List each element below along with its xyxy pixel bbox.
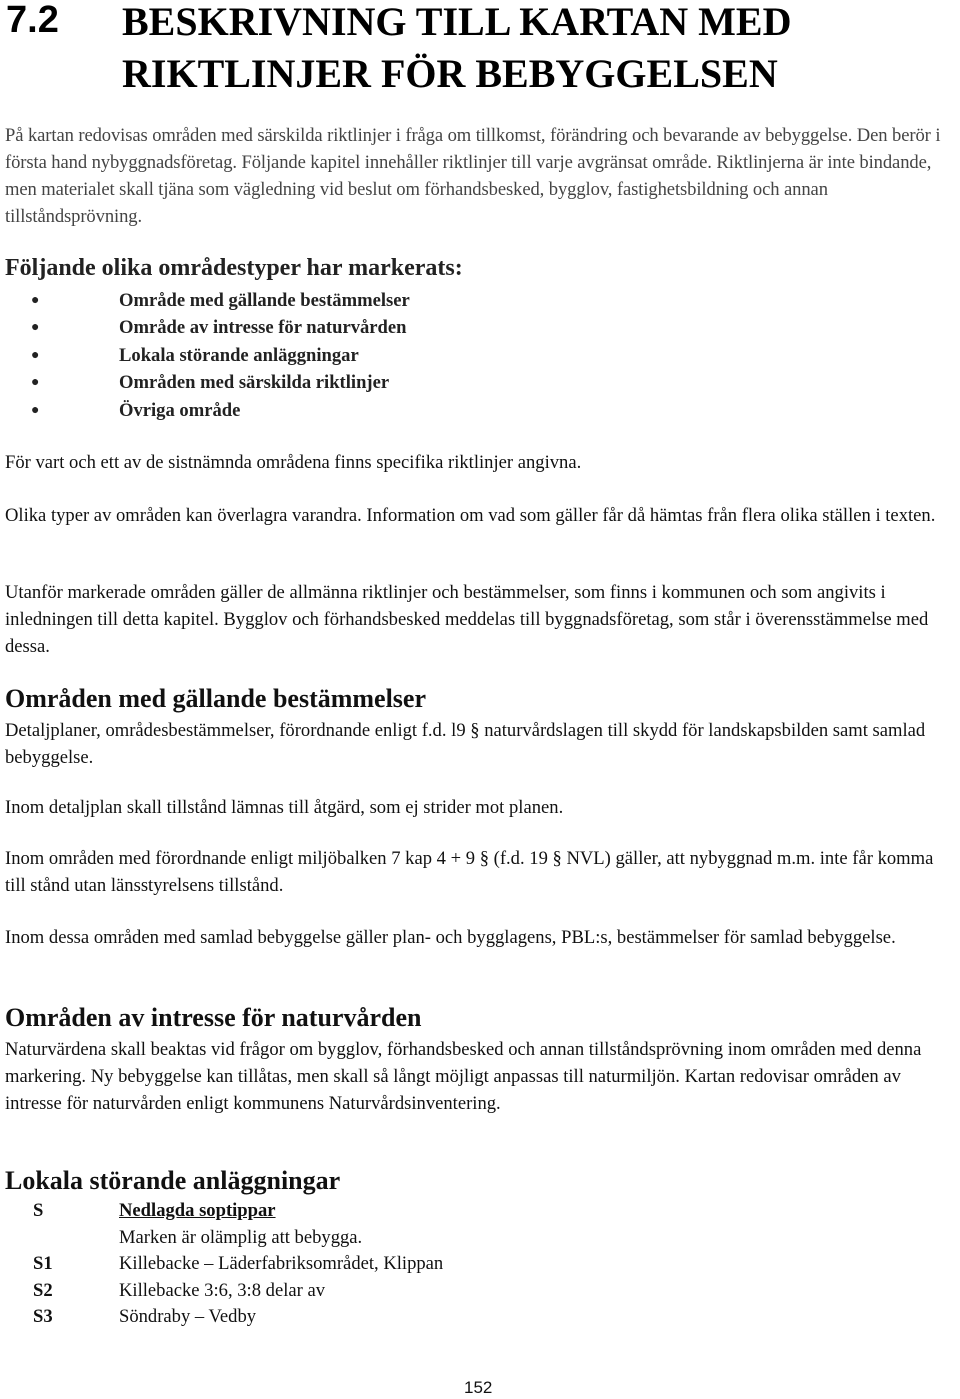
facility-description: Killebacke 3:6, 3:8 delar av: [119, 1279, 326, 1301]
chapter-title: BESKRIVNING TILL KARTAN MED RIKTLINJER FÖR BEBYGGELSEN: [122, 0, 792, 96]
facility-code: [33, 1225, 119, 1252]
list-item: ● Lokala störande anläggningar: [31, 344, 359, 366]
paragraph-specific-guidelines: För vart och ett av de sistnämnda områdena finns specifika riktlinjer angivna.: [5, 452, 582, 473]
facility-description: Marken är olämplig att bebygga.: [119, 1226, 363, 1248]
intro-paragraph: På kartan redovisas områden med särskilda riktlinjer i fråga om tillkomst, förändring och bevarande av bebyggelse. Den berör i första hand nybyggnadsföretag. Följande kapitel innehåller riktlinjer till varje avgränsat område. Riktlinjerna är inte bindande, men materialet skall tjäna som vägledning vid beslut om förhandsbesked, bygglov, fastighetsbildning och annan tillståndsprövning.: [5, 125, 941, 227]
bullet-icon: ●: [31, 347, 40, 363]
area-types-heading: Följande olika områdestyper har markerats:: [5, 255, 463, 281]
section-heading-regulations: Områden med gällande bestämmelser: [5, 684, 427, 713]
table-row: [33, 1225, 919, 1252]
section-heading-disturbing-facilities: Lokala störande anläggningar: [5, 1166, 341, 1195]
intro-section: [5, 122, 955, 230]
paragraph-outside-areas: Utanför markerade områden gäller de allmänna riktlinjer och bestämmelser, som finns i kommunen och som angivits i inledningen till detta kapitel. Bygglov och förhandsbesked meddelas till byggnadsföretag, som står i överensstämmelse med dessa.: [5, 582, 929, 657]
list-item: ● Område med gällande bestämmelser: [31, 289, 410, 311]
paragraph-environmental-code: Inom områden med förordnande enligt miljöbalken 7 kap 4 + 9 § (f.d. 19 § NVL) gäller, att nybyggnad m.m. inte får komma till stånd utan länsstyrelsens tillstånd.: [5, 848, 934, 896]
paragraph-pbl: Inom dessa områden med samlad bebyggelse gäller plan- och bygglagens, PBL:s, bestämmelser för samlad bebyggelse.: [5, 927, 896, 948]
list-item: ● Område av intresse för naturvården: [31, 317, 407, 339]
table-row: [33, 1251, 919, 1278]
chapter-header: [6, 0, 942, 100]
bullet-icon: ●: [31, 320, 40, 336]
paragraph-detail-plans: Detaljplaner, områdesbestämmelser, förordnande enligt f.d. l9 § naturvårdslagen till skydd för landskapsbilden samt samlad bebyggelse.: [5, 720, 926, 768]
section-heading-nature: Områden av intresse för naturvården: [5, 1003, 422, 1032]
facility-description: Nedlagda soptippar: [119, 1200, 276, 1221]
facility-code: S: [33, 1200, 44, 1221]
chapter-number: 7.2: [6, 0, 59, 41]
bullet-icon: ●: [31, 292, 40, 308]
list-item: ● Övriga område: [31, 399, 241, 421]
table-row: [33, 1198, 919, 1225]
list-item: ● Områden med särskilda riktlinjer: [31, 372, 390, 394]
bullet-icon: ●: [31, 402, 40, 418]
paragraph-detail-plan-permit: Inom detaljplan skall tillstånd lämnas till åtgärd, som ej strider mot planen.: [5, 797, 564, 818]
area-types-list: [5, 287, 410, 425]
facility-code: S3: [33, 1306, 53, 1327]
table-row: [33, 1304, 919, 1331]
paragraph-overlap: Olika typer av områden kan överlagra varandra. Information om vad som gäller får då hämtas från flera olika ställen i texten.: [5, 505, 936, 526]
facility-description: Killebacke – Läderfabriksområdet, Klippan: [119, 1253, 444, 1274]
bullet-icon: ●: [31, 375, 40, 391]
page-number: 152: [464, 1378, 493, 1397]
facility-code: S2: [33, 1279, 53, 1301]
paragraph-nature-values: Naturvärdena skall beaktas vid frågor om bygglov, förhandsbesked och annan tillståndsprövning inom områden med denna markering. Ny bebyggelse kan tillåtas, men skall så långt möjligt anpassas till naturmiljön. Kartan redovisar områden av intresse för naturvården enligt kommunens Naturvårdsinventering.: [5, 1039, 922, 1114]
facilities-table: [33, 1198, 919, 1331]
facility-description: Söndraby – Vedby: [119, 1306, 257, 1327]
table-row: [33, 1278, 919, 1305]
facility-code: S1: [33, 1253, 53, 1274]
